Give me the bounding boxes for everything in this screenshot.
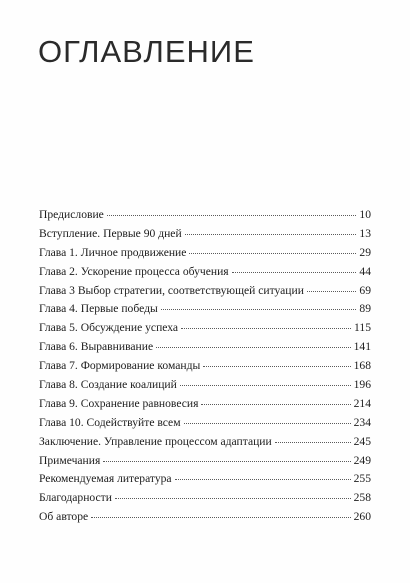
toc-entry-label: Глава 10. Содействуйте всем <box>39 415 181 429</box>
toc-entry-label: Об авторе <box>39 510 89 524</box>
toc-entry-label: Благодарности <box>39 491 112 505</box>
toc-entry-label: Вступление. Первые 90 дней <box>39 226 182 240</box>
toc-entry-page-number: 10 <box>359 208 371 221</box>
toc-dot-leader <box>203 365 350 367</box>
toc-entry <box>39 244 371 263</box>
toc-dot-leader <box>275 441 351 443</box>
toc-dot-leader <box>232 271 357 273</box>
toc-entry <box>39 395 371 414</box>
toc-entry <box>39 263 371 282</box>
toc-entry-label: Заключение. Управление процессом адаптации <box>39 434 272 448</box>
toc-dot-leader <box>156 346 351 348</box>
toc-entry-page-number: 69 <box>359 283 371 297</box>
toc-entry-page-number: 196 <box>353 378 371 392</box>
toc-entry-label: Глава 1. Личное продвижение <box>39 245 187 259</box>
toc-entry-label: Глава 9. Сохранение равновесия <box>39 396 199 410</box>
toc-entry <box>39 282 371 301</box>
toc-entry-page-number: 168 <box>353 359 371 373</box>
toc-entry-page-number: 249 <box>353 453 371 467</box>
page-title: ОГЛАВЛЕНИЕ <box>38 34 255 69</box>
toc-entry <box>39 433 371 452</box>
toc-entry <box>39 489 371 508</box>
toc-entry <box>39 376 371 395</box>
toc-dot-leader <box>184 422 351 424</box>
table-of-contents <box>39 206 371 527</box>
toc-entry-page-number: 260 <box>353 510 371 524</box>
toc-dot-leader <box>189 252 356 254</box>
toc-entry <box>39 338 371 357</box>
toc-dot-leader <box>161 308 357 310</box>
toc-entry <box>39 225 371 244</box>
toc-entry-page-number: 13 <box>359 226 371 240</box>
toc-entry-label: Глава 2. Ускорение процесса обучения <box>39 264 229 278</box>
toc-dot-leader <box>307 290 356 292</box>
toc-entry-page-number: 245 <box>353 434 371 448</box>
toc-entry <box>39 300 371 319</box>
toc-entry-label: Глава 3 Выбор стратегии, соответствующей ситуации <box>39 283 304 297</box>
toc-dot-leader <box>180 384 351 386</box>
toc-entry-label: Рекомендуемая литература <box>39 472 172 486</box>
toc-entry-page-number: 89 <box>359 302 371 316</box>
toc-entry <box>39 508 371 527</box>
toc-entry <box>39 452 371 471</box>
toc-entry-label: Глава 6. Выравнивание <box>39 340 154 354</box>
toc-entry-label: Глава 5. Обсуждение успеха <box>39 321 179 335</box>
toc-dot-leader <box>181 327 351 329</box>
toc-dot-leader <box>175 478 351 480</box>
toc-entry-page-number: 258 <box>353 491 371 505</box>
toc-entry <box>39 206 371 225</box>
toc-entry-label: Глава 4. Первые победы <box>39 302 158 316</box>
toc-entry-label: Предисловие <box>39 208 104 221</box>
toc-entry-page-number: 44 <box>359 264 371 278</box>
toc-entry <box>39 319 371 338</box>
toc-entry-label: Глава 8. Создание коалиций <box>39 378 177 392</box>
toc-entry <box>39 357 371 376</box>
toc-entry-label: Глава 7. Формирование команды <box>39 359 201 373</box>
toc-entry <box>39 414 371 433</box>
toc-entry-page-number: 234 <box>353 415 371 429</box>
toc-dot-leader <box>103 460 350 462</box>
toc-entry-page-number: 214 <box>353 396 371 410</box>
toc-dot-leader <box>115 497 351 499</box>
toc-entry-page-number: 255 <box>353 472 371 486</box>
toc-entry-page-number: 141 <box>353 340 371 354</box>
toc-dot-leader <box>185 233 357 235</box>
toc-entry-label: Примечания <box>39 453 101 467</box>
toc-dot-leader <box>201 403 350 405</box>
toc-entry <box>39 470 371 489</box>
toc-entry-page-number: 115 <box>354 321 371 335</box>
toc-dot-leader <box>91 516 350 518</box>
toc-dot-leader <box>107 214 357 216</box>
toc-entry-page-number: 29 <box>359 245 371 259</box>
